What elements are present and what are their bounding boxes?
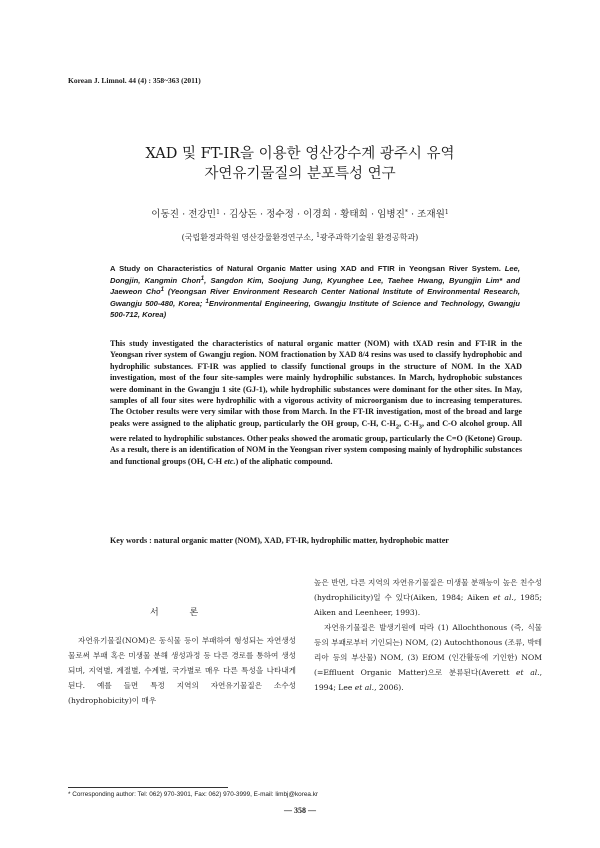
author: 이동진: [151, 209, 180, 220]
author: 조재원: [417, 209, 445, 220]
author-affiliation: (국립환경과학원 영산강물환경연구소, $^1$광주과학기술원 환경공학과): [181, 232, 419, 242]
journal-citation: Korean J. Limnol. 44 (4) : 358~363 (2011): [68, 76, 201, 85]
body-right-column: [314, 575, 542, 695]
paragraph: 높은 반면, 다른 지역의 자연유기물질은 미생물 분해능이 높은 친수성(hydrophilicity)일 수 있다(Aiken, 1984; Aiken et al., 1985; Aiken and Leenheer, 1993).: [314, 578, 542, 617]
keywords: [110, 535, 522, 546]
author: 이경희: [303, 209, 331, 220]
author-list: 이동진 · 전강민$^1$ · 김상돈 · 정수정 · 이경희 · 황태희 · 임병진* · 조재원$^1$: [151, 209, 449, 220]
english-title-block: [110, 263, 520, 321]
author: 전강민: [188, 209, 217, 220]
paragraph: 자연유기물질은 발생기원에 따라 (1) Allochthonous (즉, 식물 등의 부패로부터 기인되는) NOM, (2) Autochthonous (조류, 박테리아 등의 부산물) NOM, (3) EfOM (인간활동에 기인한) NOM (=Effluent Organic Matter)으로 분류된다(Averett et al., 1994; Lee et al., 2006).: [314, 623, 542, 692]
author: 황태희: [340, 209, 368, 220]
english-affiliation: (Yeongsan River Environment Research Center National Institute of Environmental Research, Gwangju 500-480, Korea; $^1$Environmental Engineering, Gwangju Institute of Science and Technology, Gwangju 500-712, Korea): [110, 287, 520, 320]
footnote: * Corresponding author: Tel: 062) 970-3901, Fax: 062) 970-3999, E-mail: limbj@korea.kr: [68, 791, 319, 798]
english-title: A Study on Characteristics of Natural Organic Matter using XAD and FTIR in Yeongsan River System.: [110, 264, 501, 273]
author: 임병진: [377, 209, 405, 220]
paper-title-line-2: 자연유기물질의 분포특성 연구: [204, 166, 396, 182]
section-heading: 서 론: [150, 608, 213, 618]
footnote-rule: [68, 787, 228, 788]
english-authors: Lee, Dongjin, Kangmin Chon$^1$, Sangdon Kim, Soojung Jung, Kyunghee Lee, Taehee Hwang, Byungjin Lim* and Jaeweon Cho$^1$: [110, 264, 520, 297]
body-left-column: 자연유기물질(NOM)은 동식물 등이 부패하여 형성되는 자연생성물로써 부패 혹은 미생물 분해 생성과정 등 다른 경로를 통하여 생성되며, 지역별, 계절별, 수계별, 국가별로 매우 다른 특성을 나타내게 된다. 예를 들면 특정 지역의 자연유기물질은 소수성(hydrophobicity)이 매우: [68, 636, 296, 705]
author: 정수정: [266, 209, 294, 220]
author: 김상돈: [229, 209, 257, 220]
page-number: — 358 —: [284, 806, 316, 815]
paper-title-line-1: XAD 및 FT-IR을 이용한 영산강수계 광주시 유역: [145, 146, 455, 162]
keywords-label: Key words :: [110, 536, 152, 545]
abstract: This study investigated the characteristics of natural organic matter (NOM) with tXAD resin and FT-IR in the Yeongsan river system of Gwangju region. NOM fractionation by XAD 8/4 resins was used to classify hydrophobic and hydrophilic substances. FT-IR was applied to classify functional groups in the structure of NOM. In the XAD investigation, most of the four site-samples were mainly hydrophilic substances. In March, hydrophobic substances were dominant in the Gwangju 1 site (GJ-1), while hydrophilic substances were dominant for the other sites. In May, samples of all four sites were hydrophilic with a vigorous activity of microorganism due to increasing temperatures. The October results were very similar with those from March. In the FT-IR investigation, most of the broad and large peaks were assigned to the aliphatic group, particularly the OH group, C-H, $C-H_2$, $C-H_3$, and C-O alcohol group. All were related to hydrophilic substances. Other peaks showed the aromatic group, particularly the C=O (Ketone) Group. As a result, there is an identification of NOM in the Yeongsan river system composing mainly of hydrophilic substances and functional groups (OH, C-H etc.) of the aliphatic compound.: [110, 339, 522, 466]
keywords-text: natural organic matter (NOM), XAD, FT-IR, hydrophilic matter, hydrophobic matter: [153, 536, 449, 545]
